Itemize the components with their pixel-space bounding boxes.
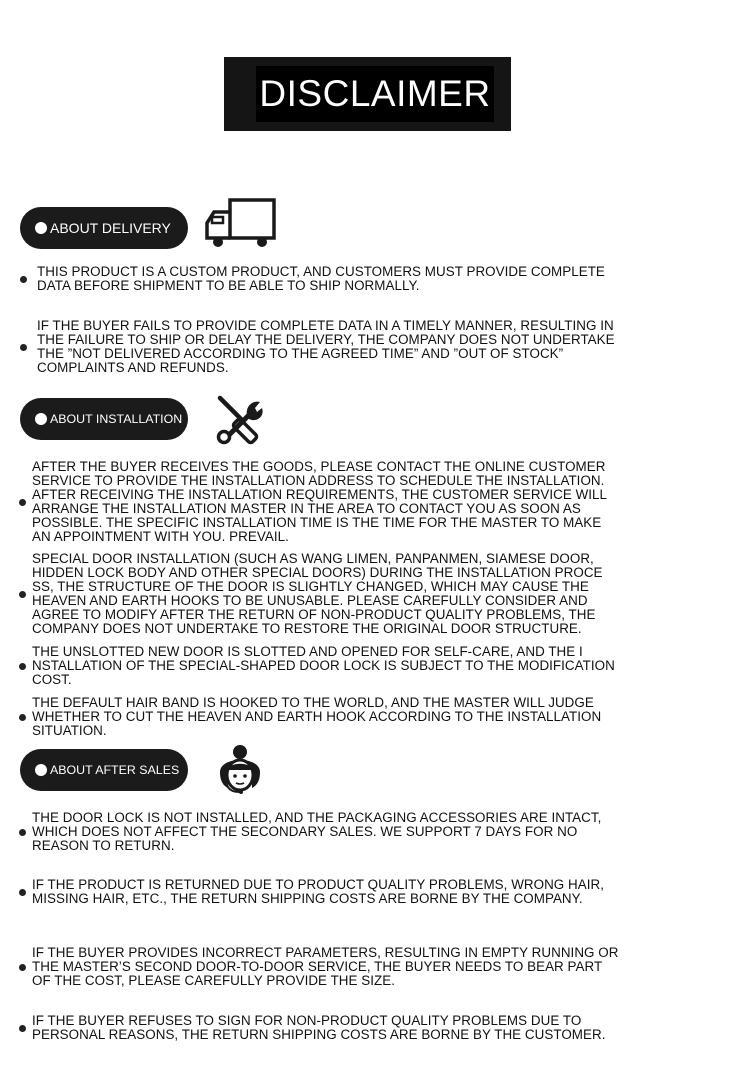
- section-label-delivery: [20, 207, 188, 249]
- list-item: [19, 645, 729, 687]
- section-label-text: ABOUT INSTALLATION: [50, 412, 183, 426]
- tools-icon: [214, 392, 268, 446]
- list-item: [20, 265, 730, 293]
- bullet-dot: [19, 591, 26, 598]
- bullet-dot: [19, 663, 26, 670]
- bullet-dot: [20, 344, 27, 351]
- bullet-dot: [20, 276, 27, 283]
- customer-service-icon: [214, 742, 266, 796]
- page-title: DISCLAIMER: [256, 66, 494, 122]
- paragraph-text: THIS PRODUCT IS A CUSTOM PRODUCT, AND CUSTOMERS MUST PROVIDE COMPLETE DATA BEFORE SHIPMENT TO BE ABLE TO SHIP NORMALLY.: [37, 264, 605, 293]
- section-label-text: ABOUT DELIVERY: [50, 220, 171, 236]
- bullet-dot: [19, 714, 26, 721]
- paragraph-text: THE UNSLOTTED NEW DOOR IS SLOTTED AND OPENED FOR SELF-CARE, AND THE I NSTALLATION OF THE SPECIAL-SHAPED DOOR LOCK IS SUBJECT TO THE MODIFICATION COST.: [32, 644, 615, 687]
- list-item: [19, 552, 729, 636]
- bullet-dot: [19, 829, 26, 836]
- bullet-dot: [19, 889, 26, 896]
- bullet-dot: [35, 413, 47, 425]
- list-item: [19, 460, 729, 544]
- paragraph-text: SPECIAL DOOR INSTALLATION (SUCH AS WANG LIMEN, PANPANMEN, SIAMESE DOOR, HIDDEN LOCK BODY AND OTHER SPECIAL DOORS) DURING THE INSTALLATION PROCE SS, THE STRUCTURE OF THE DOOR IS SLIGHTLY CHANGED, WHICH MAY CAUSE THE HEAVEN AND EARTH HOOKS TO BE UNUSABLE. PLEASE CAREFULLY CONSIDER AND AGREE TO MODIFY AFTER THE RETURN OF NON-PRODUCT QUALITY PROBLEMS, THE COMPANY DOES NOT UNDERTAKE TO RESTORE THE ORIGINAL DOOR STRUCTURE.: [32, 551, 603, 636]
- paragraph-text: IF THE PRODUCT IS RETURNED DUE TO PRODUCT QUALITY PROBLEMS, WRONG HAIR, MISSING HAIR, ETC., THE RETURN SHIPPING COSTS ARE BORNE BY THE COMPANY.: [32, 877, 604, 906]
- list-item: [19, 878, 729, 906]
- list-item: [19, 811, 729, 853]
- paragraph-text: IF THE BUYER REFUSES TO SIGN FOR NON-PRODUCT QUALITY PROBLEMS DUE TO PERSONAL REASONS, THE RETURN SHIPPING COSTS ARE BORNE BY THE CUSTOMER.: [32, 1013, 606, 1042]
- bullet-dot: [35, 764, 47, 776]
- bullet-dot: [19, 1025, 26, 1032]
- section-label-installation: [20, 398, 188, 440]
- paragraph-text: IF THE BUYER PROVIDES INCORRECT PARAMETERS, RESULTING IN EMPTY RUNNING OR THE MASTER’S SECOND DOOR-TO-DOOR SERVICE, THE BUYER NEEDS TO BEAR PART OF THE COST, PLEASE CAREFULLY PROVIDE THE SIZE.: [32, 945, 619, 988]
- list-item: [20, 319, 730, 375]
- list-item: [19, 946, 729, 988]
- paragraph-text: AFTER THE BUYER RECEIVES THE GOODS, PLEASE CONTACT THE ONLINE CUSTOMER SERVICE TO PROVIDE THE INSTALLATION ADDRESS TO SCHEDULE THE INSTALLATION. AFTER RECEIVING THE INSTALLATION REQUIREMENTS, THE CUSTOMER SERVICE WILL ARRANGE THE INSTALLATION MASTER IN THE AREA TO CONTACT YOU AS SOON AS POSSIBLE. THE SPECIFIC INSTALLATION TIME IS THE TIME FOR THE MASTER TO MAKE AN APPOINTMENT WITH YOU. PREVAIL.: [32, 459, 608, 544]
- bullet-dot: [35, 222, 47, 234]
- paragraph-text: IF THE BUYER FAILS TO PROVIDE COMPLETE DATA IN A TIMELY MANNER, RESULTING IN THE FAILURE TO SHIP OR DELAY THE DELIVERY, THE COMPANY DOES NOT UNDERTAKE THE ”NOT DELIVERED ACCORDING TO THE AGREED TIME” AND ”OUT OF STOCK” COMPLAINTS AND REFUNDS.: [37, 318, 615, 375]
- truck-icon: [204, 198, 276, 250]
- paragraph-text: THE DEFAULT HAIR BAND IS HOOKED TO THE WORLD, AND THE MASTER WILL JUDGE WHETHER TO CUT THE HEAVEN AND EARTH HOOK ACCORDING TO THE INSTALLATION SITUATION.: [32, 695, 602, 738]
- section-label-after-sales: [20, 749, 188, 791]
- list-item: [19, 1014, 729, 1042]
- paragraph-text: THE DOOR LOCK IS NOT INSTALLED, AND THE PACKAGING ACCESSORIES ARE INTACT, WHICH DOES NOT AFFECT THE SECONDARY SALES. WE SUPPORT 7 DAYS FOR NO REASON TO RETURN.: [32, 810, 602, 853]
- section-label-text: ABOUT AFTER SALES: [50, 763, 180, 777]
- title-banner: [224, 57, 511, 131]
- list-item: [19, 696, 729, 738]
- bullet-dot: [19, 964, 26, 971]
- bullet-dot: [19, 499, 26, 506]
